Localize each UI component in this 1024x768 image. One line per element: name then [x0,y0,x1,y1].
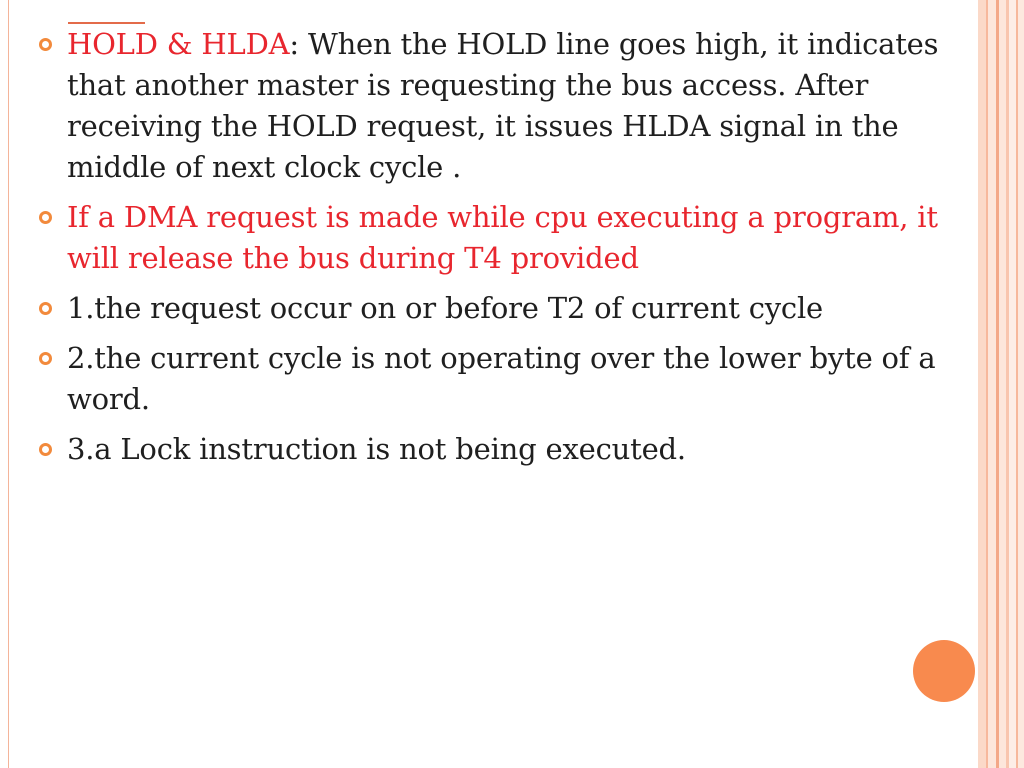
bullet-condition-2 [0,338,960,420]
slide-content [0,24,960,479]
right-decorative-stripes [978,0,1024,768]
bullet-text: : When the HOLD line goes high, it indicates that another master is requesting the bus access. After receiving the HOLD request, it issues HLDA signal in the middle of next clock cycle . [67,27,939,184]
bullet-condition-1 [0,288,960,329]
bullet-ring-icon [39,302,52,315]
decorative-orange-circle [913,640,975,702]
bullet-condition-3 [0,429,960,470]
bullet-ring-icon [39,38,52,51]
bullet-text: If a DMA request is made while cpu executing a program, it will release the bus during T4 provided [67,200,938,275]
bullet-hold-hlda [0,24,960,188]
bullet-ring-icon [39,352,52,365]
bullet-text: 3.a Lock instruction is not being executed. [67,432,686,466]
bullet-dma-request [0,197,960,279]
bullet-text: 1.the request occur on or before T2 of current cycle [67,291,824,325]
bullet-lead-term: HOLD & HLDA [67,27,290,61]
bullet-ring-icon [39,443,52,456]
bullet-text: 2.the current cycle is not operating over the lower byte of a word. [67,341,936,416]
bullet-ring-icon [39,211,52,224]
